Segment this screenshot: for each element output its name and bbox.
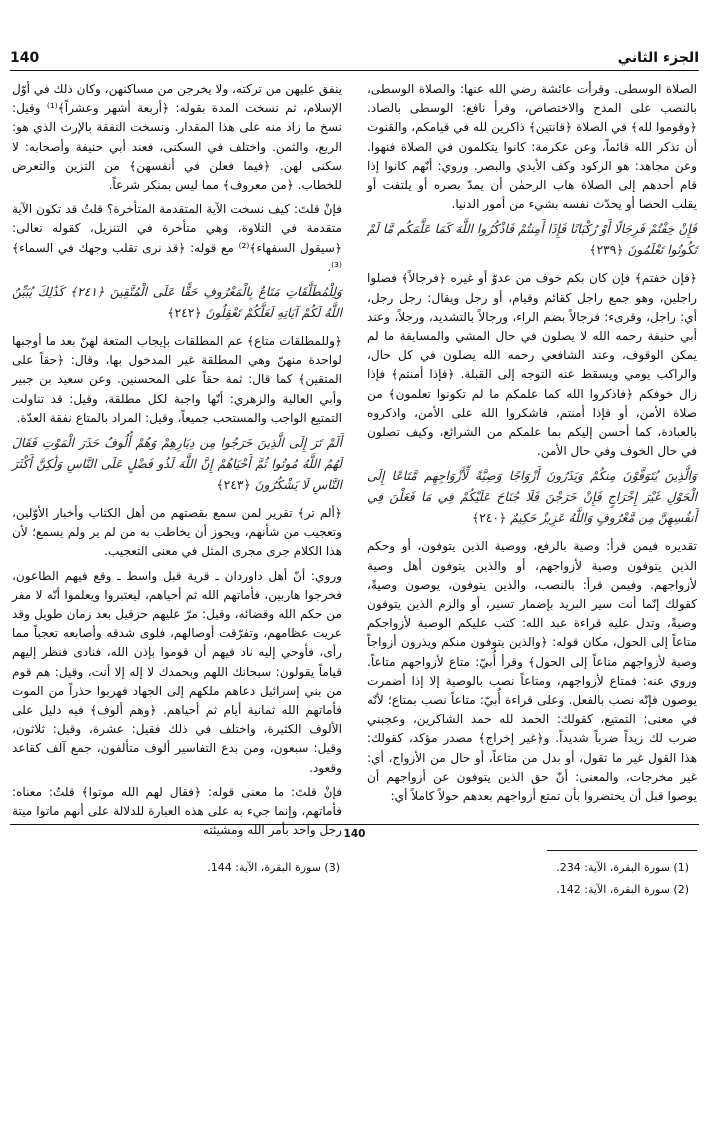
footnote-3: (3) سورة البقرة، الآية: 144. [207, 861, 340, 874]
paragraph: ﴿ألم تر﴾ تقرير لمن سمع بقصتهم من أهل الكتاب وأخبار الأوّلين، وتعجيب من شأنهم، ويجوز أن يخاطب به من لم ير ولم يسمع؛ لأن هذا الكلام جرى مجرى المثل في معنى التعجيب. [12, 506, 342, 559]
bottom-page-number: 140 [343, 828, 366, 840]
paragraph: ﴿فإن خفتم﴾ فإن كان بكم خوف من عدوّ أو غيره ﴿فرجالاً﴾ فصلوا راجلين، وهو جمع راجل كقائم وقيام، أو رجل ويقال: رجل رجل، أي: راجل، وقرىء: فرجالاً بضم الراء، ورجالاً بالتشديد، ورجلاً، وعند أبي حنيفة رحمه الله لا يصلون في حال المشي والمسايفة ما لم يمكن الوقوف، وعند الشافعي رحمه الله يصلون في كل حال، والراكب يومي ويسقط عنه التوجه إلى القبلة. ﴿فإذا أمنتم﴾ فإذا زال خوفكم ﴿فاذكروا الله كما علمكم ما لم تكونوا تعلمون﴾ من صلاة الأمن، أو فإذا أمنتم، فاشكروا الله على الأمن، واذكروه بالعبادة، كما أحسن إليكم بما علمكم من الشرائع، وكيف تصلون في حال الخوف وفي حال الأمن. [367, 271, 697, 459]
paragraph: ﴿وللمطلقات متاع﴾ عم المطلقات بإيجاب المتعة لهنّ بعد ما أوجبها لواحدة منهنّ وهي المطلقة غير المدخول بها، وقال: ﴿حقاً على المتقين﴾ كما قال: ثمة حقاً على المحسنين. وعن سعيد بن جبير وأبي العالية والزهري: أنّها واجبة لكل مطلقة، وقيل: قد تناولت التمتيع الواجب والمستحب جميعاً، وقيل: المراد بالمتاع نفقة العدّة. [12, 334, 342, 425]
running-title: الجزء الثاني [617, 50, 699, 66]
footnotes-right [369, 857, 689, 901]
header-rule [10, 70, 699, 71]
paragraph: ينفق عليهن من تركته، ولا يخرجن من مساكنهن، وكان ذلك في أوّل الإسلام، ثم نسخت المدة بقوله: ﴿أربعة أشهر وعشراً﴾⁽¹⁾ وقيل: نسخ ما زاد منه على هذا المقدار. ونسخت النفقة بالإرث الذي هو: الربع، والثمن. واختلف في السكنى، فعند أبي حنيفة وأصحابه: لا سكنى لهن. ﴿فيما فعلن في أنفسهن﴾ من التزين والتعرض للخطاب. ﴿من معروف﴾ مما ليس بمنكر شرعاً. [12, 82, 342, 193]
paragraph: الصلاة الوسطى. وقرأت عائشة رضي الله عنها: والصلاة الوسطى، بالنصب على المدح والاختصاص، وقرأ نافع: الوسطى بالصاد. ﴿وقوموا لله﴾ في الصلاة ﴿قانتين﴾ ذاكرين لله في قيامكم، والقنوت أن تذكر الله قائماً، وعن عكرمة: كانوا يتكلمون في الصلاة فنهوا. وعن مجاهد: هو الركود وكف الأيدي والبصر. وروي: أنّهم كانوا إذا قام أحدهم إلى الصلاة هاب الرحمٰن أن يمدّ بصره أو يلتفت أو يقلب الحصا أو يحدّث نفسه بشيء من أمور الدنيا. [367, 82, 697, 212]
footnotes-left [20, 857, 340, 879]
verse-text: وَالَّذِينَ يُتَوَفَّوْنَ مِنكُمْ وَيَذَرُونَ أَزْوَاجًا وَصِيَّةً لِّأَزْوَاجِهِم مَّتَاعًا إِلَى الْحَوْلِ غَيْرَ إِخْرَاجٍ فَإِنْ خَرَجْنَ فَلَا جُنَاحَ عَلَيْكُمْ فِي مَا فَعَلْنَ فِي أَنفُسِهِنَّ مِن مَّعْرُوفٍ وَاللَّهُ عَزِيزٌ حَكِيمٌ [367, 469, 697, 526]
footnote-rule [547, 850, 697, 851]
verse-text: وَلِلْمُطَلَّقَاتِ مَتَاعٌ بِالْمَعْرُوفِ حَقًّا عَلَى الْمُتَّقِينَ ﴿٢٤١﴾ كَذَٰلِكَ يُبَيِّنُ اللَّهُ لَكُمْ آيَاتِهِ لَعَلَّكُمْ تَعْقِلُونَ [12, 285, 342, 321]
left-column [12, 80, 342, 838]
bottom-rule [10, 824, 699, 825]
verse-text: أَلَمْ تَرَ إِلَى الَّذِينَ خَرَجُوا مِن دِيَارِهِمْ وَهُمْ أُلُوفٌ حَذَرَ الْمَوْتِ فَقَالَ لَهُمُ اللَّهُ مُوتُوا ثُمَّ أَحْيَاهُمْ إِنَّ اللَّهَ لَذُو فَضْلٍ عَلَى النَّاسِ وَلَٰكِنَّ أَكْثَرَ النَّاسِ لَا يَشْكُرُونَ [12, 436, 342, 493]
page-header [10, 50, 699, 76]
verse-number: ﴿٢٤٣﴾ [216, 478, 251, 493]
verse-number: ﴿٢٣٩﴾ [589, 243, 624, 258]
verse-number: ﴿٢٤٢﴾ [167, 306, 202, 321]
quran-verse [12, 282, 342, 324]
page-number: 140 [10, 50, 40, 66]
verse-number: ﴿٢٤٠﴾ [471, 511, 507, 526]
paragraph: تقديره فيمن قرأ: وصية بالرفع، ووصية الذين يتوفون، أو وحكم الذين يتوفون وصية لأزواجهم، أو والذين يتوفون أهل وصية لأزواجهم. وفيمن قرأ: بالنصب، والذين يتوفون، يوصون وصيةً، كقولك إنّما أنت سير البريد بإضمار تسير، أو والزم الذين يتوفون وصيةً، وتدل عليه قراءة عبد الله: كتب عليكم الوصية لأزواجكم متاعاً إلى الحول، مكان قوله: ﴿والذين يتوفون منكم ويذرون أزواجاً وصية لأزواجهم متاعاً إلى الحول﴾ وقرأ أُبيّ: متاع لأزواجهم متاعاً. وروي عنه: فمتاع لأزواجهم، ومتاعاً نصب بالوصية إلا إذا أضمرت يوصون فإنّه نصب بالفعل. وعلى قراءة أُبيّ: متاعاً نصب بمتاع؛ لأنّه في معنى: التمتيع، كقولك: الحمد لله حمد الشاكرين، وعجبني ضرب لك زيداً ضرباً شديداً. و﴿غير إخراج﴾ مصدر مؤكد، كقولك: هذا القول غير ما تقول، أو بدل من متاعاً، أو حال من الأزواج، أي: غير مخرجات، والمعنى: أنّ حق الذين يتوفون عن أزواجهم أن يوصوا قبل أن يحتضروا بأن تمتع أزواجهم بعدهم حولاً كاملاً أي: [367, 539, 697, 804]
footnote-1: (1) سورة البقرة، الآية: 234. [556, 861, 689, 874]
quran-verse [367, 466, 697, 529]
right-column [367, 80, 697, 815]
quran-verse [12, 433, 342, 496]
paragraph: فإنْ قلتَ: ما معنى قوله: ﴿فقال لهم الله موتوا﴾ قلتُ: معناه: فأماتهم، وإنما جيء به على هذه العبارة للدلالة على أنهم ماتوا ميتة رجل واحد بأمر الله ومشيئته [12, 784, 342, 838]
paragraph: فإنْ قلتَ: كيف نسخت الآية المتقدمة المتأخرة؟ قلتُ قد تكون الآية متقدمة في التلاوة، وهي متأخرة في التنزيل، كقوله تعالى: ﴿سيقول السفهاء﴾⁽²⁾ مع قوله: ﴿قد نرى تقلب وجهك في السماء﴾⁽³⁾. [12, 202, 342, 274]
paragraph: وروي: أنّ أهل داوردان ـ قرية قبل واسط ـ وقع فيهم الطاعون، فخرجوا هاربين، فأماتهم الله ثم أحياهم، ليعتبروا ويعلموا أنّه لا مفر من حكم الله وقضائه، وقيل: مرّ عليهم حزقيل بعد زمان طويل وقد عريت عظامهم، وتفرّقت أوصالهم، فلوى شدقه وأصابعه تعجباً مما رأى، فأوحي إليه ناد فيهم أن قوموا بإذن الله، فنادى فنظر إليهم قياماً يقولون: سبحانك اللهم وبحمدك لا إله إلا أنت، وقيل: هم قوم من بني إسرائيل دعاهم ملكهم إلى الجهاد فهربوا حذراً من الموت فأماتهم الله ثمانية أيام ثم أحياهم. ﴿وهم ألوف﴾ فيه دليل على الألوف الكثيرة، واختلف في ذلك فقيل: عشرة، وقيل: ثلاثون، وقيل: سبعون، ومن بدع التفاسير ألوف متألفون، جمع آلف كقاعد وقعود. [12, 568, 342, 775]
verse-text: فَإِنْ خِفْتُمْ فَرِجَالًا أَوْ رُكْبَانًا فَإِذَا أَمِنتُمْ فَاذْكُرُوا اللَّهَ كَمَا عَلَّمَكُم مَّا لَمْ تَكُونُوا تَعْلَمُونَ [367, 222, 697, 258]
quran-verse [367, 219, 697, 261]
footnote-2: (2) سورة البقرة، الآية: 142. [556, 883, 689, 896]
